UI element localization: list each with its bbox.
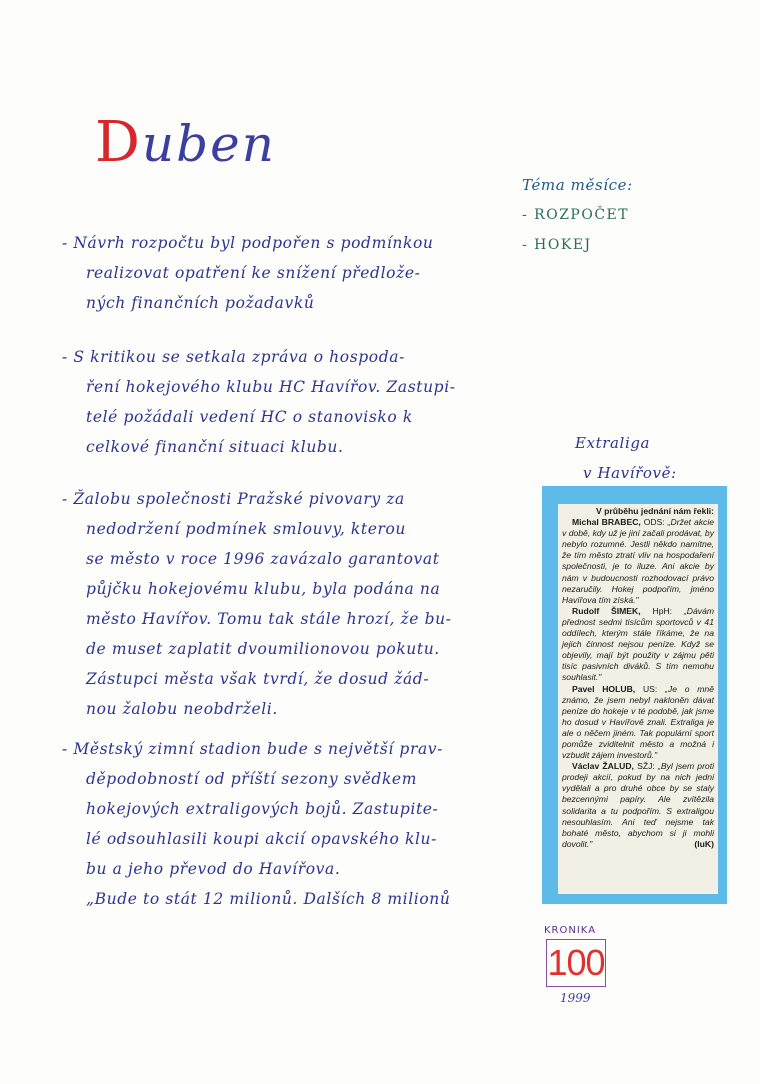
text-line: hokejových extraligových bojů. Zastupite- [86, 800, 439, 818]
quote-text: „Je o mně známo, že jsem nebyl nakloněn dávat peníze do hokeje v té podobě, jak jsme ho dosud v Havířově znali. Extraliga je ale o něčem jiném. Tak populární sport pomůže zviditelnit město a možná i vzbudit zájem investorů." [562, 683, 714, 761]
quote-text: „Dávám přednost sedmi tisícům sportovců v 41 oddílech, kterým stále říkáme, že na jejich činnost nejsou peníze. Když se objevily, mají být použity v zájmu pěti tisíc pasivních diváků. S tím nemohu souhlasit." [562, 605, 715, 683]
text-line: - Návrh rozpočtu byl podpořen s podmínkou [62, 234, 434, 252]
quote-party: HpH: [652, 605, 673, 616]
quote-name: Michal BRABEC, [572, 517, 641, 528]
text-line: lé odsouhlasili koupi akcií opavského klu- [86, 830, 437, 848]
chronicle-page-stamp [544, 925, 614, 1015]
page-number: 100 [547, 942, 605, 983]
clipping-signature: (luK) [694, 838, 714, 849]
quote-text: „Držet akcie v době, kdy už je jiní začali prodávat, by nebylo rozumné. Jestli někdo namítne, že tím město ztratí vliv na hospodaření společnosti, je to iluze. Ani akcie by nám v budoucnosti rozhodovací právo nezaručily. Hokej podpořím, jméno Havířova tím získá." [562, 517, 715, 605]
quote-name: Rudolf ŠIMEK, [572, 605, 641, 616]
text-line: půjčku hokejovému klubu, byla podána na [86, 580, 441, 598]
text-line: - Žalobu společnosti Pražské pivovary za [62, 490, 405, 508]
text-line: se město v roce 1996 zavázalo garantovat [86, 550, 440, 568]
newspaper-clipping [542, 486, 727, 904]
text-line: Extraliga [575, 434, 651, 452]
text-line: „Bude to stát 12 milionů. Dalších 8 milionů [86, 890, 451, 908]
quote-name: Václav ŽALUD, [572, 761, 634, 772]
quote [562, 761, 714, 850]
text-line: nedodržení podmínek smlouvy, kterou [86, 520, 407, 538]
paragraph-lawsuit [62, 484, 452, 724]
text-line: - S kritikou se setkala zpráva o hospoda- [62, 348, 405, 366]
text-line: město Havířov. Tomu tak stále hrozí, že bu- [86, 610, 452, 628]
quote-party: ODS: [643, 517, 665, 528]
text-line: bu a jeho převod do Havířova. [86, 860, 341, 878]
title-initial: D [95, 110, 142, 175]
text-line: de muset zaplatit dvoumilionovou pokutu. [86, 640, 440, 658]
stamp-label: KRONIKA [544, 925, 597, 936]
clipping-heading: V průběhu jednání nám řekli: [596, 506, 714, 516]
topic-item: - HOKEJ [522, 237, 592, 253]
clipping-text [558, 504, 718, 894]
text-line: telé požádali vedení HC o stanovisko k [86, 408, 413, 426]
text-line: děpodobností od příští sezony svědkem [86, 770, 418, 788]
stamp-year: 1999 [560, 991, 591, 1005]
paragraph-stadium [62, 734, 450, 914]
extraliga-note [575, 428, 677, 488]
quote [562, 606, 714, 684]
text-line: ření hokejového klubu HC Havířov. Zastupi- [86, 378, 456, 396]
topic-item: - ROZPOČET [522, 207, 630, 223]
text-line: nou žalobu neobdrželi. [86, 700, 278, 718]
text-line: realizovat opatření ke snížení předlože- [86, 264, 421, 282]
text-line: - Městský zimní stadion bude s největší prav- [62, 740, 443, 758]
quote-text: „Byl jsem proti prodeji akcií, pokud by na nich jedni vydělali a pro druhé obce by se staly bezcennými papíry. Ale zvítězila solidarita a tu podpořím. S extraligou nesouhlasím. Ani teď nejsme tak bohaté město, abychom si ji mohli dovolit." [562, 761, 715, 849]
text-line: celkové finanční situaci klubu. [86, 438, 344, 456]
quote [562, 517, 714, 606]
quote-name: Pavel HOLUB, [572, 683, 636, 694]
text-line: ných finančních požadavků [86, 294, 315, 312]
stamp-box [546, 939, 606, 987]
topics-heading: Téma měsíce: [522, 176, 633, 194]
paragraph-club-report [62, 342, 456, 462]
quote-party: US: [642, 683, 658, 694]
title-rest: uben [141, 115, 276, 173]
paragraph-budget [62, 228, 434, 318]
quote-party: SŽJ: [637, 761, 655, 772]
topics-note [522, 170, 633, 260]
text-line: v Havířově: [583, 464, 677, 482]
page-title [95, 110, 276, 175]
quote [562, 684, 714, 762]
text-line: Zástupci města však tvrdí, že dosud žád- [86, 670, 430, 688]
